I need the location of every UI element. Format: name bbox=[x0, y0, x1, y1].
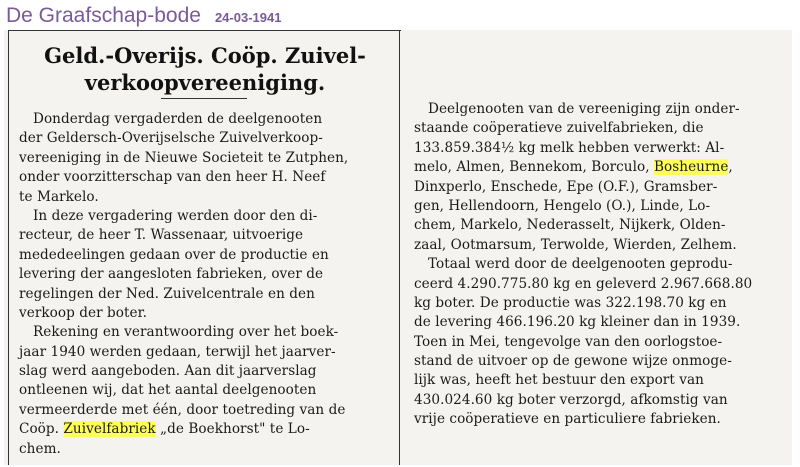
text-line: vereeniging in de Nieuwe Societeit te Zutphen, bbox=[19, 149, 349, 166]
headline-line: Geld.-Overijs. Coöp. Zuivel- bbox=[44, 43, 366, 68]
text-line: de levering 466.196.20 kg kleiner dan in 1939. bbox=[414, 314, 741, 331]
text-line: gen, Hellendoorn, Hengelo (O.), Linde, Lo- bbox=[414, 197, 711, 214]
text-line: kg boter. De productie was 322.198.70 kg en bbox=[414, 294, 727, 311]
text-line: slag werd aangeboden. Aan dit jaarverslag bbox=[19, 363, 317, 380]
text-line: chem. bbox=[19, 440, 61, 457]
text-line: zaal, Ootmarsum, Terwolde, Wierden, Zelhem. bbox=[414, 236, 737, 253]
text-line: ceerd 4.290.775.80 kg en geleverd 2.967.668.80 bbox=[414, 275, 753, 292]
text-line: Rekening en verantwoording over het boek- bbox=[33, 324, 339, 341]
text-line: jaar 1940 werden gedaan, terwijl het jaarver- bbox=[19, 343, 336, 360]
text-line: Totaal werd door de deelgenooten geprodu- bbox=[428, 256, 733, 273]
newspaper-name: De Graafschap-bode bbox=[6, 4, 201, 27]
left-column-text bbox=[19, 110, 391, 459]
text-line: melo, Almen, Bennekom, Borculo, Bosheurne, bbox=[414, 159, 733, 176]
text-line: Donderdag vergaderden de deelgenooten bbox=[33, 111, 323, 127]
headline-line: verkoopvereeniging. bbox=[84, 70, 326, 95]
text-line: verkoop der boter. bbox=[19, 304, 148, 321]
text-line: chem, Markelo, Nederasselt, Nijkerk, Olden- bbox=[414, 217, 726, 234]
highlighted-term: Zuivelfabriek bbox=[63, 421, 156, 438]
right-column-text bbox=[414, 100, 786, 430]
text-line: 133.859.384½ kg melk hebben verwerkt: Al- bbox=[414, 139, 725, 156]
top-rule bbox=[9, 30, 401, 31]
text-line: vermeerderde met één, door toetreding van de bbox=[19, 401, 346, 418]
text-line: 430.024.60 kg boter verzorgd, afkomstig van bbox=[414, 391, 728, 408]
text-line: ontleenen wij, dat het aantal deelgenooten bbox=[19, 382, 317, 399]
headline-rule bbox=[161, 98, 247, 99]
text-line: vrije coöperatieve en particuliere fabrieken. bbox=[414, 411, 721, 428]
text-line: In deze vergadering werden door den di- bbox=[33, 207, 318, 224]
text-line: lijk was, heeft het bestuur den export van bbox=[414, 372, 704, 389]
text-line: te Markelo. bbox=[19, 188, 99, 205]
masthead bbox=[6, 4, 281, 28]
text-line: recteur, de heer T. Wassenaar, uitvoerige bbox=[19, 227, 304, 244]
article-clipping bbox=[4, 30, 792, 465]
right-column bbox=[408, 30, 792, 465]
highlighted-term: Bosheurne bbox=[653, 159, 729, 176]
text-line: Dinxperlo, Enschede, Epe (O.F.), Gramsber- bbox=[414, 178, 718, 195]
text-line: Coöp. Zuivelfabriek „de Boekhorst" te Lo- bbox=[19, 421, 310, 438]
text-line: stand de uitvoer op de gewone wijze onmoge- bbox=[414, 353, 732, 370]
text-line: regelingen der Ned. Zuivelcentrale en den bbox=[19, 285, 315, 302]
text-line: mededeelingen gedaan over de productie en bbox=[19, 246, 329, 263]
text-line: der Geldersch-Overijselsche Zuivelverkoop- bbox=[19, 130, 323, 147]
article-headline bbox=[19, 42, 391, 96]
publication-date: 24-03-1941 bbox=[214, 10, 282, 25]
text-line: Deelgenooten van de vereeniging zijn onder- bbox=[428, 101, 740, 117]
text-line: Toen in Mei, tengevolge van den oorlogstoe- bbox=[414, 333, 723, 350]
left-column bbox=[8, 30, 400, 465]
text-line: staande coöperatieve zuivelfabrieken, die bbox=[414, 120, 704, 137]
text-line: onder voorzitterschap van den heer H. Neef bbox=[19, 169, 326, 186]
text-line: levering der aangesloten fabrieken, over de bbox=[19, 266, 324, 283]
